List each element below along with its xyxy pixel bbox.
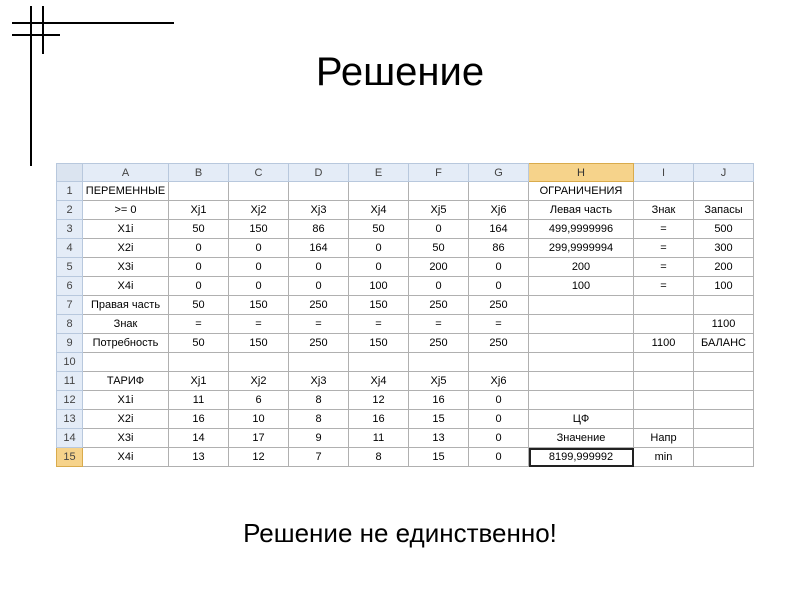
cell-E15[interactable]: 8 bbox=[349, 448, 409, 467]
cell-I12[interactable] bbox=[634, 391, 694, 410]
spreadsheet-body bbox=[57, 182, 754, 467]
cell-J13[interactable] bbox=[694, 410, 754, 429]
cell-C12[interactable]: 6 bbox=[229, 391, 289, 410]
cell-D3[interactable]: 86 bbox=[289, 220, 349, 239]
row-header-2[interactable]: 2 bbox=[57, 201, 83, 220]
cell-F11[interactable]: Xj5 bbox=[409, 372, 469, 391]
sheet-row bbox=[57, 334, 754, 353]
column-header-B[interactable]: B bbox=[169, 164, 229, 182]
cell-B3[interactable]: 50 bbox=[169, 220, 229, 239]
cell-E3[interactable]: 50 bbox=[349, 220, 409, 239]
cell-D5[interactable]: 0 bbox=[289, 258, 349, 277]
sheet-row bbox=[57, 429, 754, 448]
row-header-9[interactable]: 9 bbox=[57, 334, 83, 353]
cell-H5[interactable]: 200 bbox=[529, 258, 634, 277]
column-header-E[interactable]: E bbox=[349, 164, 409, 182]
cell-F3[interactable]: 0 bbox=[409, 220, 469, 239]
cell-F14[interactable]: 13 bbox=[409, 429, 469, 448]
cell-B10[interactable] bbox=[169, 353, 229, 372]
cell-G5[interactable]: 0 bbox=[469, 258, 529, 277]
cell-J4[interactable]: 300 bbox=[694, 239, 754, 258]
column-header-row bbox=[57, 164, 754, 182]
cell-C14[interactable]: 17 bbox=[229, 429, 289, 448]
cell-G13[interactable]: 0 bbox=[469, 410, 529, 429]
row-header-15[interactable]: 15 bbox=[57, 448, 83, 467]
sheet-row bbox=[57, 201, 754, 220]
cell-A14[interactable]: X3i bbox=[83, 429, 169, 448]
cell-E10[interactable] bbox=[349, 353, 409, 372]
cell-I15[interactable]: min bbox=[634, 448, 694, 467]
cell-H10[interactable] bbox=[529, 353, 634, 372]
cell-F12[interactable]: 16 bbox=[409, 391, 469, 410]
cell-I13[interactable] bbox=[634, 410, 694, 429]
row-header-8[interactable]: 8 bbox=[57, 315, 83, 334]
cell-H8[interactable] bbox=[529, 315, 634, 334]
cell-H15[interactable]: 8199,999992 bbox=[529, 448, 634, 467]
sheet-row bbox=[57, 239, 754, 258]
cell-H13[interactable]: ЦФ bbox=[529, 410, 634, 429]
sheet-row bbox=[57, 391, 754, 410]
cell-G2[interactable]: Xj6 bbox=[469, 201, 529, 220]
cell-E14[interactable]: 11 bbox=[349, 429, 409, 448]
row-header-10[interactable]: 10 bbox=[57, 353, 83, 372]
cell-I5[interactable]: = bbox=[634, 258, 694, 277]
cell-B7[interactable]: 50 bbox=[169, 296, 229, 315]
cell-F1[interactable] bbox=[409, 182, 469, 201]
cell-F2[interactable]: Xj5 bbox=[409, 201, 469, 220]
cell-D15[interactable]: 7 bbox=[289, 448, 349, 467]
cell-C15[interactable]: 12 bbox=[229, 448, 289, 467]
sheet-row bbox=[57, 372, 754, 391]
cell-A8[interactable]: Знак bbox=[83, 315, 169, 334]
cell-E6[interactable]: 100 bbox=[349, 277, 409, 296]
cell-I8[interactable] bbox=[634, 315, 694, 334]
cell-G4[interactable]: 86 bbox=[469, 239, 529, 258]
row-header-14[interactable]: 14 bbox=[57, 429, 83, 448]
cell-A7[interactable]: Правая часть bbox=[83, 296, 169, 315]
slide-title: Решение bbox=[315, 50, 485, 94]
sheet-row bbox=[57, 296, 754, 315]
cell-F4[interactable]: 50 bbox=[409, 239, 469, 258]
cell-J6[interactable]: 100 bbox=[694, 277, 754, 296]
column-header-G[interactable]: G bbox=[469, 164, 529, 182]
column-header-F[interactable]: F bbox=[409, 164, 469, 182]
cell-H6[interactable]: 100 bbox=[529, 277, 634, 296]
row-header-12[interactable]: 12 bbox=[57, 391, 83, 410]
cell-F15[interactable]: 15 bbox=[409, 448, 469, 467]
cell-D14[interactable]: 9 bbox=[289, 429, 349, 448]
cell-A9[interactable]: Потребность bbox=[83, 334, 169, 353]
cell-C3[interactable]: 150 bbox=[229, 220, 289, 239]
decorative-line-horizontal-short bbox=[12, 34, 60, 36]
cell-B6[interactable]: 0 bbox=[169, 277, 229, 296]
cell-F13[interactable]: 15 bbox=[409, 410, 469, 429]
column-header-C[interactable]: C bbox=[229, 164, 289, 182]
cell-J15[interactable] bbox=[694, 448, 754, 467]
sheet-row bbox=[57, 258, 754, 277]
cell-C11[interactable]: Xj2 bbox=[229, 372, 289, 391]
row-header-7[interactable]: 7 bbox=[57, 296, 83, 315]
cell-B8[interactable]: = bbox=[169, 315, 229, 334]
sheet-row bbox=[57, 448, 754, 467]
cell-G9[interactable]: 250 bbox=[469, 334, 529, 353]
cell-E13[interactable]: 16 bbox=[349, 410, 409, 429]
cell-C10[interactable] bbox=[229, 353, 289, 372]
cell-G15[interactable]: 0 bbox=[469, 448, 529, 467]
column-header-H[interactable]: H bbox=[529, 164, 634, 182]
row-header-4[interactable]: 4 bbox=[57, 239, 83, 258]
cell-G3[interactable]: 164 bbox=[469, 220, 529, 239]
cell-I3[interactable]: = bbox=[634, 220, 694, 239]
cell-H7[interactable] bbox=[529, 296, 634, 315]
row-header-6[interactable]: 6 bbox=[57, 277, 83, 296]
cell-J1[interactable] bbox=[694, 182, 754, 201]
cell-E4[interactable]: 0 bbox=[349, 239, 409, 258]
cell-G10[interactable] bbox=[469, 353, 529, 372]
cell-C2[interactable]: Xj2 bbox=[229, 201, 289, 220]
cell-J8[interactable]: 1100 bbox=[694, 315, 754, 334]
cell-A3[interactable]: X1i bbox=[83, 220, 169, 239]
cell-C7[interactable]: 150 bbox=[229, 296, 289, 315]
cell-I6[interactable]: = bbox=[634, 277, 694, 296]
cell-H12[interactable] bbox=[529, 391, 634, 410]
cell-A2[interactable]: >= 0 bbox=[83, 201, 169, 220]
cell-I1[interactable] bbox=[634, 182, 694, 201]
cell-A11[interactable]: ТАРИФ bbox=[83, 372, 169, 391]
row-header-3[interactable]: 3 bbox=[57, 220, 83, 239]
cell-D9[interactable]: 250 bbox=[289, 334, 349, 353]
cell-D1[interactable] bbox=[289, 182, 349, 201]
cell-H1[interactable]: ОГРАНИЧЕНИЯ bbox=[529, 182, 634, 201]
cell-D10[interactable] bbox=[289, 353, 349, 372]
cell-C5[interactable]: 0 bbox=[229, 258, 289, 277]
cell-C9[interactable]: 150 bbox=[229, 334, 289, 353]
cell-J14[interactable] bbox=[694, 429, 754, 448]
cell-A5[interactable]: X3i bbox=[83, 258, 169, 277]
slide-footer-note: Решение не единственно! bbox=[243, 518, 557, 548]
cell-B14[interactable]: 14 bbox=[169, 429, 229, 448]
row-header-5[interactable]: 5 bbox=[57, 258, 83, 277]
cell-B2[interactable]: Xj1 bbox=[169, 201, 229, 220]
cell-C1[interactable] bbox=[229, 182, 289, 201]
cell-F5[interactable]: 200 bbox=[409, 258, 469, 277]
cell-C4[interactable]: 0 bbox=[229, 239, 289, 258]
cell-F6[interactable]: 0 bbox=[409, 277, 469, 296]
cell-F10[interactable] bbox=[409, 353, 469, 372]
cell-A1[interactable]: ПЕРЕМЕННЫЕ bbox=[83, 182, 169, 201]
spreadsheet bbox=[56, 163, 754, 467]
cell-E2[interactable]: Xj4 bbox=[349, 201, 409, 220]
column-header-I[interactable]: I bbox=[634, 164, 694, 182]
cell-F7[interactable]: 250 bbox=[409, 296, 469, 315]
cell-I9[interactable]: 1100 bbox=[634, 334, 694, 353]
cell-F9[interactable]: 250 bbox=[409, 334, 469, 353]
cell-B9[interactable]: 50 bbox=[169, 334, 229, 353]
cell-B5[interactable]: 0 bbox=[169, 258, 229, 277]
cell-B11[interactable]: Xj1 bbox=[169, 372, 229, 391]
cell-B13[interactable]: 16 bbox=[169, 410, 229, 429]
cell-G11[interactable]: Xj6 bbox=[469, 372, 529, 391]
cell-H4[interactable]: 299,9999994 bbox=[529, 239, 634, 258]
cell-I2[interactable]: Знак bbox=[634, 201, 694, 220]
cell-H14[interactable]: Значение bbox=[529, 429, 634, 448]
sheet-row bbox=[57, 315, 754, 334]
cell-D6[interactable]: 0 bbox=[289, 277, 349, 296]
cell-I7[interactable] bbox=[634, 296, 694, 315]
cell-E5[interactable]: 0 bbox=[349, 258, 409, 277]
cell-E7[interactable]: 150 bbox=[349, 296, 409, 315]
column-header-A[interactable]: A bbox=[83, 164, 169, 182]
cell-A10[interactable] bbox=[83, 353, 169, 372]
cell-B1[interactable] bbox=[169, 182, 229, 201]
cell-D7[interactable]: 250 bbox=[289, 296, 349, 315]
row-header-11[interactable]: 11 bbox=[57, 372, 83, 391]
sheet-row bbox=[57, 220, 754, 239]
cell-G12[interactable]: 0 bbox=[469, 391, 529, 410]
cell-A6[interactable]: X4i bbox=[83, 277, 169, 296]
cell-A15[interactable]: X4i bbox=[83, 448, 169, 467]
cell-D4[interactable]: 164 bbox=[289, 239, 349, 258]
cell-E9[interactable]: 150 bbox=[349, 334, 409, 353]
cell-H2[interactable]: Левая часть bbox=[529, 201, 634, 220]
decorative-line-horizontal bbox=[12, 22, 174, 24]
cell-G14[interactable]: 0 bbox=[469, 429, 529, 448]
cell-I10[interactable] bbox=[634, 353, 694, 372]
cell-B15[interactable]: 13 bbox=[169, 448, 229, 467]
sheet-row bbox=[57, 182, 754, 201]
cell-C8[interactable]: = bbox=[229, 315, 289, 334]
sheet-row bbox=[57, 410, 754, 429]
cell-I14[interactable]: Напр bbox=[634, 429, 694, 448]
cell-D8[interactable]: = bbox=[289, 315, 349, 334]
cell-G8[interactable]: = bbox=[469, 315, 529, 334]
cell-J5[interactable]: 200 bbox=[694, 258, 754, 277]
spreadsheet-grid bbox=[56, 163, 754, 467]
row-header-1[interactable]: 1 bbox=[57, 182, 83, 201]
cell-I11[interactable] bbox=[634, 372, 694, 391]
cell-D2[interactable]: Xj3 bbox=[289, 201, 349, 220]
sheet-row bbox=[57, 353, 754, 372]
column-header-J[interactable]: J bbox=[694, 164, 754, 182]
decorative-line-vertical-short bbox=[42, 6, 44, 54]
cell-D12[interactable]: 8 bbox=[289, 391, 349, 410]
cell-E8[interactable]: = bbox=[349, 315, 409, 334]
cell-E12[interactable]: 12 bbox=[349, 391, 409, 410]
cell-J11[interactable] bbox=[694, 372, 754, 391]
select-all-corner[interactable] bbox=[57, 164, 83, 182]
cell-C13[interactable]: 10 bbox=[229, 410, 289, 429]
cell-J2[interactable]: Запасы bbox=[694, 201, 754, 220]
sheet-row bbox=[57, 277, 754, 296]
cell-D13[interactable]: 8 bbox=[289, 410, 349, 429]
cell-H3[interactable]: 499,9999996 bbox=[529, 220, 634, 239]
cell-A12[interactable]: X1i bbox=[83, 391, 169, 410]
cell-G7[interactable]: 250 bbox=[469, 296, 529, 315]
cell-J12[interactable] bbox=[694, 391, 754, 410]
cell-C6[interactable]: 0 bbox=[229, 277, 289, 296]
cell-J3[interactable]: 500 bbox=[694, 220, 754, 239]
cell-H9[interactable] bbox=[529, 334, 634, 353]
cell-G1[interactable] bbox=[469, 182, 529, 201]
cell-B4[interactable]: 0 bbox=[169, 239, 229, 258]
cell-J10[interactable] bbox=[694, 353, 754, 372]
column-header-D[interactable]: D bbox=[289, 164, 349, 182]
row-header-13[interactable]: 13 bbox=[57, 410, 83, 429]
cell-E11[interactable]: Xj4 bbox=[349, 372, 409, 391]
cell-A4[interactable]: X2i bbox=[83, 239, 169, 258]
cell-D11[interactable]: Xj3 bbox=[289, 372, 349, 391]
cell-A13[interactable]: X2i bbox=[83, 410, 169, 429]
cell-H11[interactable] bbox=[529, 372, 634, 391]
cell-J9[interactable]: БАЛАНС bbox=[694, 334, 754, 353]
cell-J7[interactable] bbox=[694, 296, 754, 315]
cell-I4[interactable]: = bbox=[634, 239, 694, 258]
cell-E1[interactable] bbox=[349, 182, 409, 201]
cell-G6[interactable]: 0 bbox=[469, 277, 529, 296]
cell-B12[interactable]: 11 bbox=[169, 391, 229, 410]
cell-F8[interactable]: = bbox=[409, 315, 469, 334]
